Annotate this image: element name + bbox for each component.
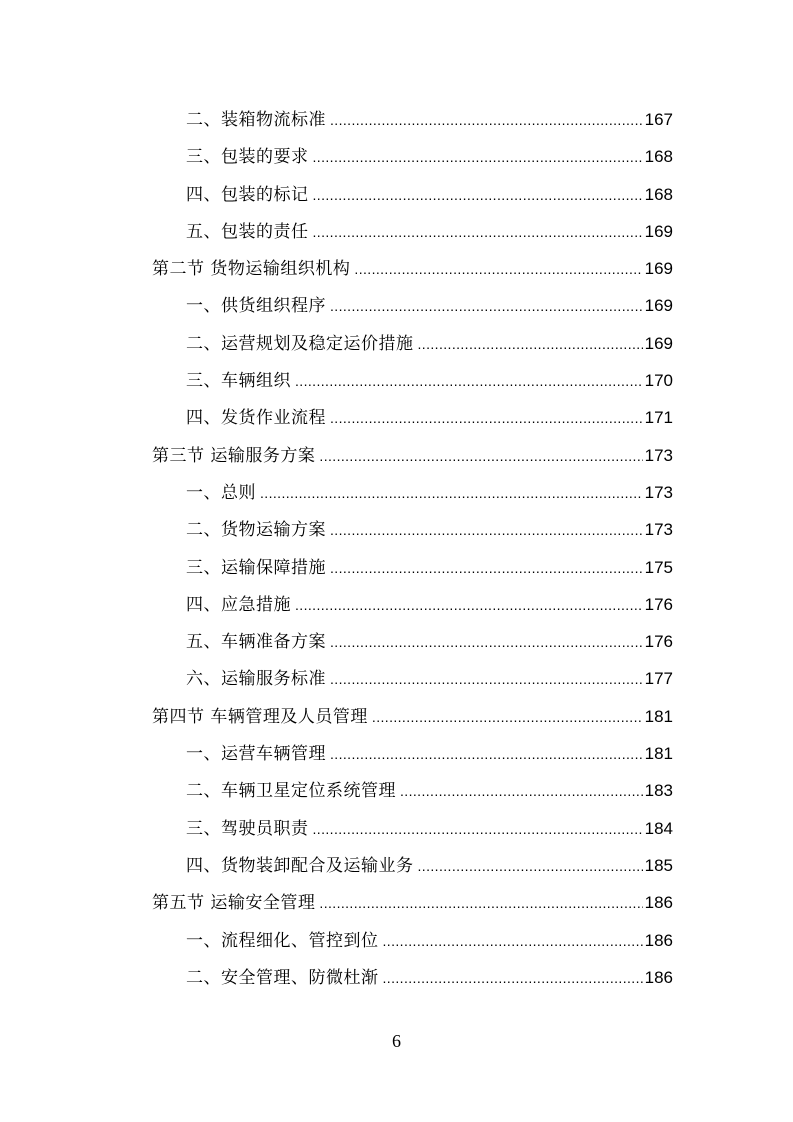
toc-entry-page: 169: [644, 259, 673, 279]
toc-entry-label: 二、货物运输方案: [186, 520, 326, 541]
toc-entry[interactable]: [152, 138, 673, 175]
toc-entry-page: 173: [644, 445, 673, 465]
toc-entry-label: 二、车辆卫星定位系统管理: [186, 781, 396, 802]
toc-entry-label: 四、包装的标记: [186, 184, 309, 205]
toc-leader-dots: [330, 512, 643, 549]
toc-leader-dots: [295, 587, 643, 624]
toc-entry-label: 四、发货作业流程: [186, 408, 326, 429]
toc-leader-dots: [330, 102, 643, 139]
toc-leader-dots: [313, 177, 643, 214]
toc-leader-dots: [372, 699, 643, 736]
toc-entry-label: 第三节 运输服务方案: [152, 445, 316, 466]
toc-entry-label: 一、总则: [186, 482, 256, 503]
toc-leader-dots: [418, 848, 643, 885]
toc-section-entry[interactable]: [152, 884, 673, 921]
toc-leader-dots: [383, 960, 643, 997]
toc-entry[interactable]: [152, 549, 673, 586]
toc-leader-dots: [418, 326, 643, 363]
toc-leader-dots: [319, 885, 642, 922]
toc-entry-label: 五、包装的责任: [186, 221, 309, 242]
toc-leader-dots: [260, 475, 643, 512]
toc-entry[interactable]: [152, 660, 673, 697]
toc-entry[interactable]: [152, 735, 673, 772]
toc-entry[interactable]: [152, 474, 673, 511]
toc-entry[interactable]: [152, 922, 673, 959]
toc-entry-page: 175: [644, 557, 673, 577]
toc-entry-page: 186: [644, 893, 673, 913]
toc-entry-page: 176: [644, 632, 673, 652]
toc-entry-label: 二、运营规划及稳定运价措施: [186, 333, 414, 354]
toc-entry-label: 一、流程细化、管控到位: [186, 930, 379, 951]
toc-entry-page: 181: [644, 706, 673, 726]
toc-entry-page: 167: [644, 110, 673, 129]
toc-entry-page: 177: [644, 669, 673, 689]
toc-entry-label: 三、车辆组织: [186, 371, 291, 392]
toc-section-entry[interactable]: [152, 437, 673, 474]
toc-entry-page: 168: [644, 184, 673, 204]
toc-entry-label: 六、运输服务标准: [186, 669, 326, 690]
toc-entry[interactable]: [152, 847, 673, 884]
table-of-contents: [152, 101, 673, 996]
toc-entry-label: 一、供货组织程序: [186, 296, 326, 317]
toc-leader-dots: [295, 363, 643, 400]
toc-entry-page: 169: [644, 333, 673, 353]
toc-entry-label: 二、装箱物流标准: [186, 110, 326, 130]
toc-entry-label: 一、运营车辆管理: [186, 744, 326, 765]
page-number: 6: [392, 1031, 401, 1051]
toc-entry[interactable]: [152, 959, 673, 996]
toc-entry-page: 173: [644, 520, 673, 540]
toc-entry[interactable]: [152, 772, 673, 809]
toc-leader-dots: [330, 624, 643, 661]
toc-leader-dots: [400, 773, 643, 810]
toc-entry-label: 四、货物装卸配合及运输业务: [186, 855, 414, 876]
toc-leader-dots: [313, 811, 643, 848]
toc-entry-page: 169: [644, 296, 673, 316]
toc-entry[interactable]: [152, 399, 673, 436]
toc-leader-dots: [383, 923, 643, 960]
toc-entry-page: 171: [644, 408, 673, 428]
toc-entry-label: 第二节 货物运输组织机构: [152, 259, 351, 280]
toc-entry[interactable]: [152, 623, 673, 660]
toc-entry-page: 184: [644, 818, 673, 838]
toc-entry[interactable]: [152, 810, 673, 847]
toc-leader-dots: [313, 139, 643, 176]
toc-entry-page: 169: [644, 221, 673, 241]
toc-entry-page: 186: [644, 967, 673, 987]
toc-entry-label: 第五节 运输安全管理: [152, 893, 316, 914]
toc-entry-label: 三、驾驶员职责: [186, 818, 309, 839]
toc-entry-page: 173: [644, 482, 673, 502]
toc-entry-page: 185: [644, 855, 673, 875]
toc-entry[interactable]: [152, 362, 673, 399]
toc-entry[interactable]: [152, 101, 673, 138]
toc-leader-dots: [319, 438, 642, 475]
toc-entry-page: 176: [644, 594, 673, 614]
toc-entry-label: 二、安全管理、防微杜渐: [186, 967, 379, 988]
toc-entry-label: 三、包装的要求: [186, 147, 309, 168]
toc-leader-dots: [330, 288, 643, 325]
toc-entry[interactable]: [152, 325, 673, 362]
toc-entry[interactable]: [152, 176, 673, 213]
toc-entry-page: 183: [644, 781, 673, 801]
toc-entry-label: 三、运输保障措施: [186, 557, 326, 578]
toc-entry[interactable]: [152, 287, 673, 324]
toc-entry-page: 170: [644, 371, 673, 391]
toc-entry[interactable]: [152, 586, 673, 623]
toc-leader-dots: [313, 214, 643, 251]
toc-section-entry[interactable]: [152, 250, 673, 287]
toc-entry[interactable]: [152, 213, 673, 250]
toc-entry-page: 181: [644, 744, 673, 764]
toc-entry-page: 186: [644, 930, 673, 950]
toc-section-entry[interactable]: [152, 698, 673, 735]
toc-leader-dots: [330, 400, 643, 437]
toc-entry-label: 四、应急措施: [186, 594, 291, 615]
toc-leader-dots: [330, 550, 643, 587]
toc-leader-dots: [330, 736, 643, 773]
toc-entry-label: 第四节 车辆管理及人员管理: [152, 706, 368, 727]
toc-entry[interactable]: [152, 511, 673, 548]
toc-entry-label: 五、车辆准备方案: [186, 632, 326, 653]
toc-leader-dots: [330, 661, 643, 698]
toc-entry-page: 168: [644, 147, 673, 167]
toc-leader-dots: [354, 251, 642, 288]
